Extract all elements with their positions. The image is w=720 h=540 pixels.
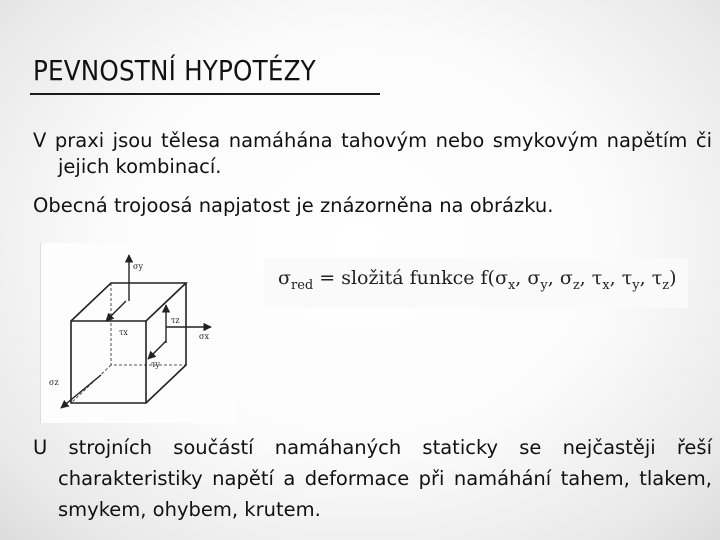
formula-args	[494, 267, 670, 293]
label-tau-x: τx	[119, 328, 128, 337]
formula-lhs-sub: red	[290, 278, 314, 293]
label-sigma-z: σz	[49, 378, 59, 387]
stress-arrows	[61, 255, 211, 408]
label-sigma-y: σy	[133, 262, 143, 271]
formula-arg: τ	[621, 267, 633, 289]
reduced-stress-formula	[278, 267, 676, 293]
paragraph-static-loading: U strojních součástí namáhaných staticky se nejčastěji řeší charakteristiky napětí a deformace při namáhání tahem, tlakem, smykem, ohybem, krutem.	[33, 436, 712, 521]
formula-arg: τ	[651, 267, 663, 289]
formula-comma: ,	[579, 267, 592, 289]
paragraph-triaxial: Obecná trojoosá napjatost je znázorněna na obrázku.	[33, 194, 554, 217]
tau-y-arrow	[148, 341, 166, 359]
label-tau-z: τz	[171, 316, 180, 325]
formula-lhs: σ	[278, 267, 291, 289]
formula-text: = složitá funkce f(	[313, 267, 495, 289]
formula-arg-sub: y	[540, 278, 548, 293]
formula-arg: σ	[559, 267, 573, 289]
label-sigma-x: σx	[199, 332, 209, 341]
stress-cube-diagram	[41, 243, 237, 423]
formula-image	[264, 258, 688, 308]
formula-arg-sub: z	[572, 278, 580, 293]
tau-x-arrow	[106, 301, 126, 321]
formula-arg-sub: x	[602, 278, 610, 293]
formula-arg-sub: y	[632, 278, 640, 293]
formula-arg-sub: x	[507, 278, 516, 293]
formula-close: )	[669, 267, 677, 289]
formula-arg: τ	[591, 267, 603, 289]
formula-arg: σ	[494, 267, 508, 289]
formula-arg: σ	[527, 267, 541, 289]
formula-comma: ,	[547, 267, 560, 289]
formula-arg-sub: z	[662, 278, 670, 293]
formula-comma: ,	[639, 267, 652, 289]
slide-title: PEVNOSTNÍ HYPOTÉZY	[33, 54, 316, 87]
stress-cube-figure	[40, 243, 237, 423]
paragraph-intro: V praxi jsou tělesa namáhána tahovým nebo smykovým napětím či jejich kombinací.	[33, 129, 712, 178]
label-tau-y: τy	[151, 360, 160, 369]
formula-comma: ,	[609, 267, 622, 289]
title-underline	[30, 93, 380, 95]
formula-comma: ,	[515, 267, 528, 289]
